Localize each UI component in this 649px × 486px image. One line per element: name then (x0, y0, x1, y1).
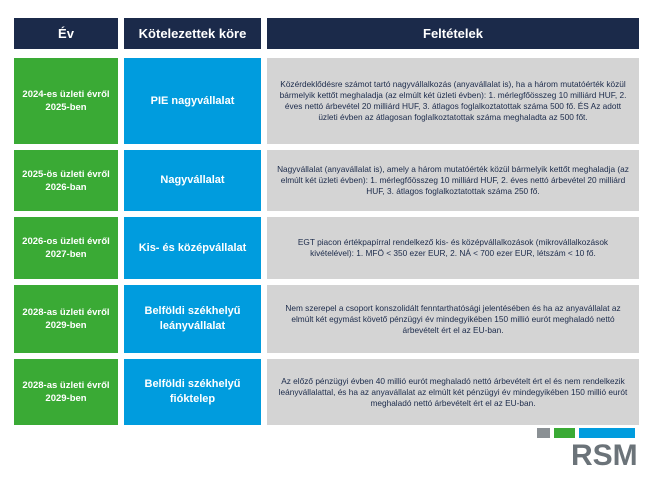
requirements-table (14, 18, 639, 431)
table-row (14, 58, 639, 144)
logo-bar-blue (579, 428, 635, 438)
logo-bars (537, 428, 638, 438)
header-year: Év (14, 18, 118, 49)
year-cell: 2025-ös üzleti évről 2026-ban (14, 150, 118, 211)
table-row (14, 150, 639, 211)
logo-bar-gray (537, 428, 550, 438)
year-cell: 2026-os üzleti évről 2027-ben (14, 217, 118, 279)
year-cell: 2028-as üzleti évről 2029-ben (14, 359, 118, 425)
table-row (14, 285, 639, 353)
table-row (14, 217, 639, 279)
scope-cell: Kis- és középvállalat (124, 217, 261, 279)
conditions-cell: Az előző pénzügyi évben 40 millió eurót meghaladó nettó árbevételt ért el és nem rendelkezik leányvállalattal, és ha az anyavállalat az elmúlt két pénzügyi év mindegyikében 150 millió eurót meghaladó nettó árbevételt ért el az EU-ban. (267, 359, 639, 425)
scope-cell: Belföldi székhelyű leányvállalat (124, 285, 261, 353)
logo-text: RSM (571, 439, 638, 472)
rsm-logo (537, 428, 638, 472)
header-conditions: Feltételek (267, 18, 639, 49)
conditions-cell: Nagyvállalat (anyavállalat is), amely a három mutatóérték közül bármelyik kettőt meghaladja (az elmúlt két üzleti évben): 1. mérlegfőösszeg 10 milliárd HUF, 2. éves nettó árbevétel 20 milliárd HUF, 3. átlagos foglalkoztatottak száma 250 fő. (267, 150, 639, 211)
conditions-cell: Közérdeklődésre számot tartó nagyvállalkozás (anyavállalat is), ha a három mutatóérték közül bármelyik kettőt meghaladja (az elmúlt két üzleti évben): 1. mérlegfőösszeg 10 milliárd HUF, 2. éves nettó árbevétel 20 milliárd HUF, 3. átlagos foglalkoztatottak száma 500 fő. ÉS Az adott üzleti évben az átlagosan foglalkoztatottak száma meghaladta az 500 főt. (267, 58, 639, 144)
header-scope: Kötelezettek köre (124, 18, 261, 49)
logo-bar-green (554, 428, 575, 438)
table-row (14, 359, 639, 425)
year-cell: 2024-es üzleti évről 2025-ben (14, 58, 118, 144)
table-header (14, 18, 639, 49)
scope-cell: Belföldi székhelyű fióktelep (124, 359, 261, 425)
conditions-cell: EGT piacon értékpapírral rendelkező kis- és középvállalkozások (mikrovállalkozások kivételével): 1. MFÖ < 350 ezer EUR, 2. NÁ < 700 ezer EUR, létszám < 10 fő. (267, 217, 639, 279)
scope-cell: PIE nagyvállalat (124, 58, 261, 144)
scope-cell: Nagyvállalat (124, 150, 261, 211)
year-cell: 2028-as üzleti évről 2029-ben (14, 285, 118, 353)
conditions-cell: Nem szerepel a csoport konszolidált fenntarthatósági jelentésében és ha az anyavállalat az elmúlt két egymást követő pénzügyi év mindegyikében 150 millió eurót meghaladó nettó árbevételt ért el az EU-ban. (267, 285, 639, 353)
